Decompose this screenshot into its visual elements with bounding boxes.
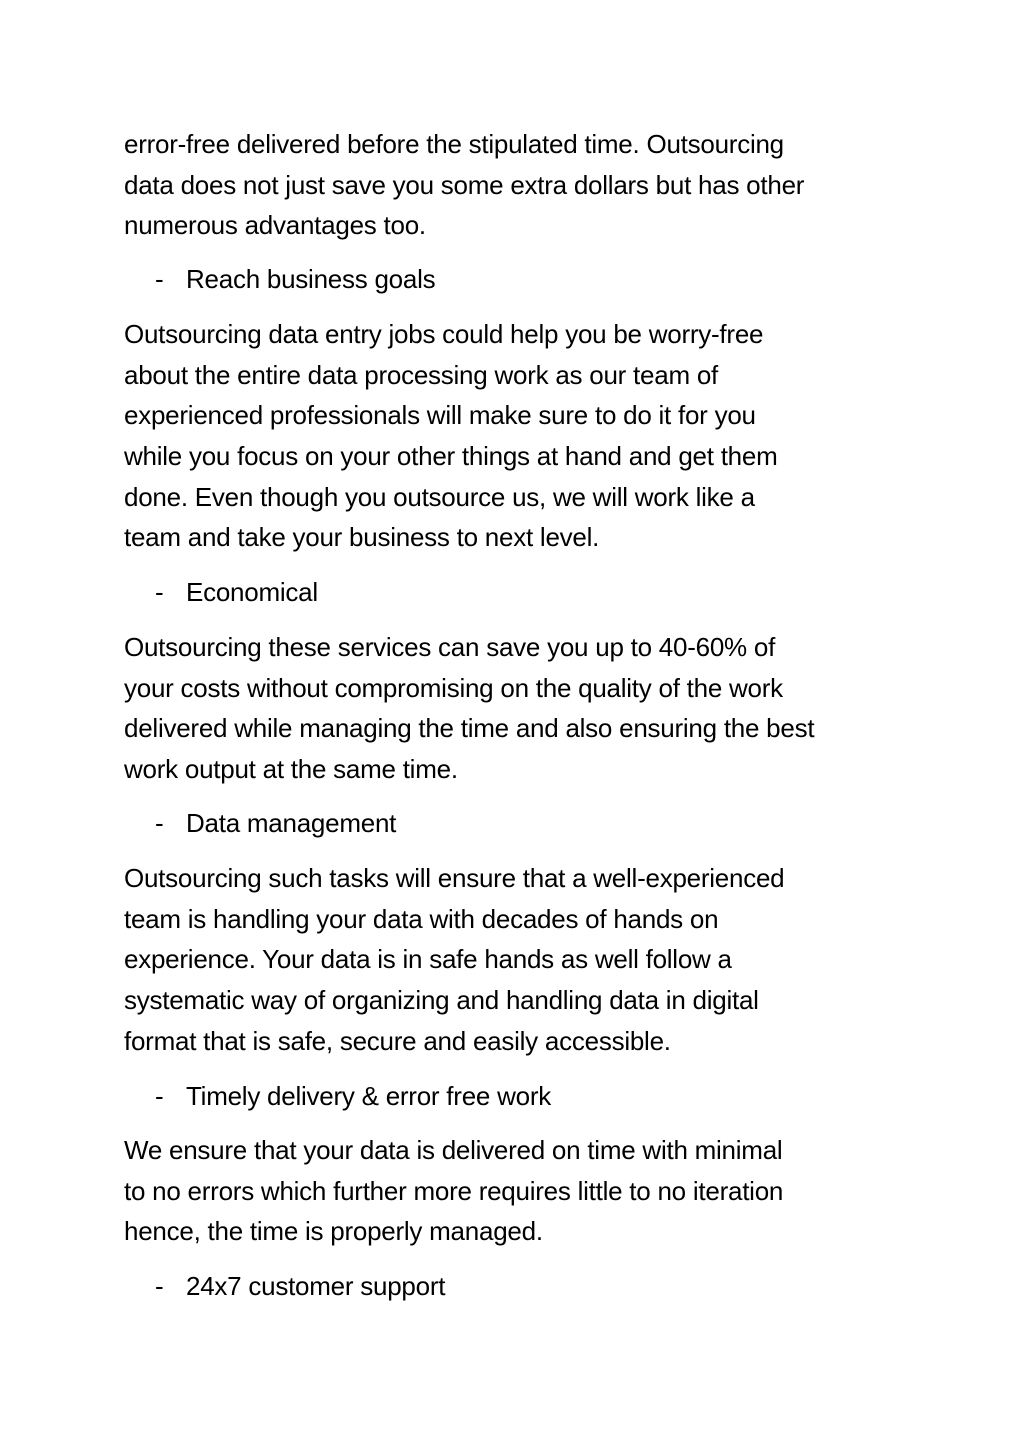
paragraph-line: team is handling your data with decades of hands on — [124, 903, 719, 934]
paragraph-timely-delivery — [124, 1130, 904, 1252]
bullet-dash: - — [155, 1271, 164, 1301]
paragraph-line: Outsourcing such tasks will ensure that a well-experienced — [124, 863, 785, 893]
paragraph-line: data does not just save you some extra dollars but has other — [124, 169, 805, 200]
paragraph-line: numerous advantages too. — [124, 210, 426, 241]
bullet-dash: - — [155, 577, 164, 607]
paragraph-line: We ensure that your data is delivered on time with minimal — [124, 1135, 783, 1165]
intro-paragraph — [124, 124, 904, 246]
paragraph-line: hence, the time is properly managed. — [124, 1216, 543, 1247]
paragraph-line: to no errors which further more requires little to no iteration — [124, 1175, 784, 1206]
section-heading-text: Data management — [186, 808, 397, 838]
paragraph-line: your costs without compromising on the quality of the work — [124, 672, 783, 703]
paragraph-line: Outsourcing these services can save you up to 40-60% of — [124, 632, 776, 662]
paragraph-data-management — [124, 858, 904, 1061]
section-heading-text: Economical — [186, 577, 318, 607]
section-heading-reach-business-goals — [155, 259, 435, 299]
paragraph-line: while you focus on your other things at hand and get them — [124, 441, 778, 472]
paragraph-line: work output at the same time. — [124, 754, 458, 785]
bullet-dash: - — [155, 808, 164, 838]
paragraph-line: systematic way of organizing and handling data in digital — [124, 985, 759, 1016]
paragraph-line: format that is safe, secure and easily accessible. — [124, 1025, 671, 1056]
paragraph-line: experienced professionals will make sure to do it for you — [124, 400, 756, 431]
paragraph-line: error-free delivered before the stipulated time. Outsourcing — [124, 129, 784, 159]
section-heading-data-management — [155, 803, 396, 843]
section-heading-timely-delivery — [155, 1076, 551, 1116]
section-heading-customer-support — [155, 1266, 445, 1306]
paragraph-line: Outsourcing data entry jobs could help you be worry-free — [124, 319, 764, 349]
bullet-dash: - — [155, 264, 164, 294]
paragraph-reach-business-goals — [124, 314, 904, 558]
paragraph-line: team and take your business to next level. — [124, 522, 600, 553]
section-heading-text: Reach business goals — [186, 264, 436, 294]
section-heading-text: Timely delivery & error free work — [186, 1081, 551, 1111]
section-heading-economical — [155, 572, 318, 612]
paragraph-line: about the entire data processing work as our team of — [124, 359, 719, 390]
paragraph-economical — [124, 627, 904, 790]
paragraph-line: experience. Your data is in safe hands as well follow a — [124, 944, 732, 975]
section-heading-text: 24x7 customer support — [186, 1271, 446, 1301]
bullet-dash: - — [155, 1081, 164, 1111]
paragraph-line: delivered while managing the time and also ensuring the best — [124, 713, 815, 744]
paragraph-line: done. Even though you outsource us, we will work like a — [124, 481, 755, 512]
